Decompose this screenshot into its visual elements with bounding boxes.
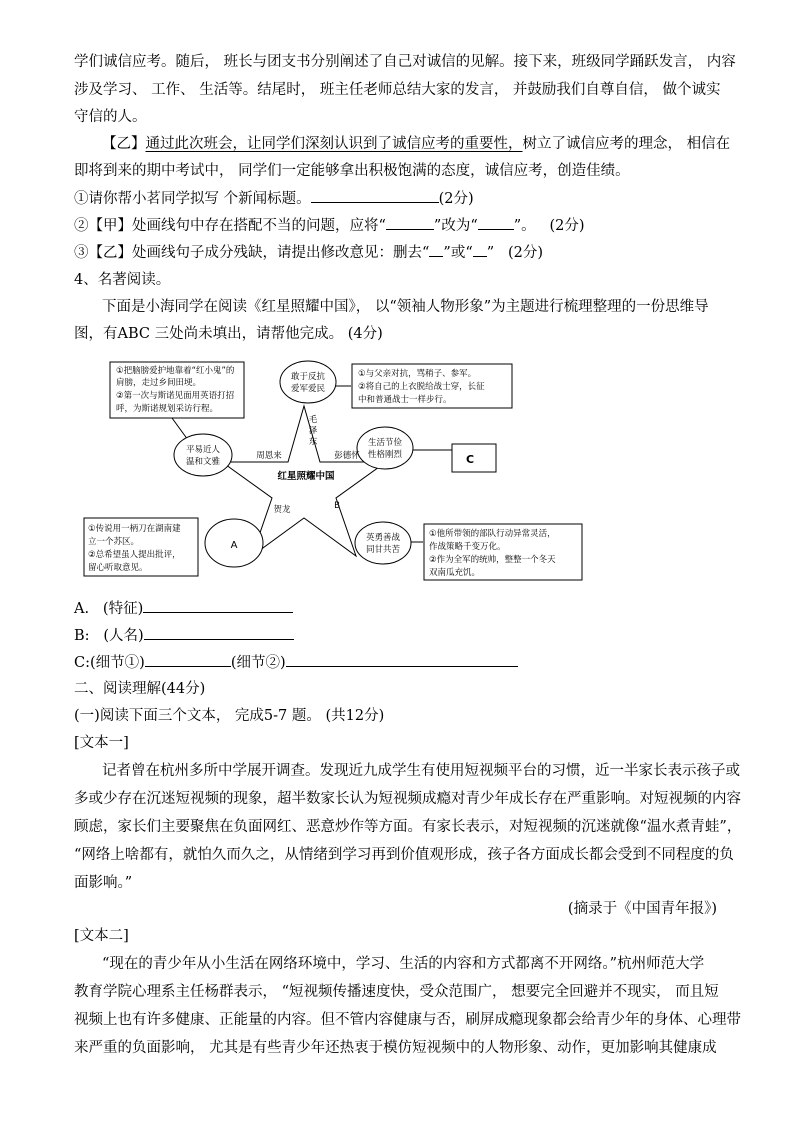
question-4-title: 4、名著阅读。 — [74, 272, 171, 288]
box-br-line: 双南瓜充饥。 — [429, 568, 481, 578]
q1-blank[interactable] — [311, 188, 439, 203]
circle-right-text: 生活节俭 — [367, 438, 403, 448]
circle-peng-traits — [357, 427, 413, 469]
para-line: 守信的人。 — [74, 109, 147, 125]
q1-score: (2分) — [438, 191, 474, 207]
label-b: B — [334, 501, 340, 511]
connector — [172, 418, 188, 440]
peng-label: 彭德怀 — [334, 451, 360, 461]
answer-a-hint: (特征) — [102, 601, 144, 617]
yi-paragraph — [102, 134, 730, 154]
text-2-line: 教育学院心理系主任杨群表示， “短视频传播速度快，受众范围广， 想要完全回避并不现实， 而且短 — [74, 984, 719, 1000]
box-tl-line: ②第一次与斯诺见面用英语打招 — [116, 391, 235, 401]
answer-a-label: A. — [74, 601, 90, 617]
text-1-source: (摘录于《中国青年报》) — [567, 901, 717, 917]
text-1-line: 面影响。” — [74, 875, 133, 891]
box-tl-line: 呼，为斯诺规划采访行程。 — [116, 404, 219, 414]
question-4-intro: 下面是小海同学在阅读《红星照耀中国》， 以“领袖人物形象”为主题进行梳理整理的一份思维导 — [102, 299, 709, 315]
box-bl-line: ②总希望虽人提出批评， — [88, 550, 181, 560]
circle-br-text: 英勇善战 — [365, 533, 401, 543]
q2-text-b: ”改为“ — [433, 218, 478, 234]
box-bl-line: 留心听取意见。 — [88, 563, 148, 573]
q3-score: (2分) — [508, 245, 544, 261]
answer-b-blank[interactable] — [144, 625, 294, 640]
question-3 — [74, 242, 543, 263]
q1-text: ①请你帮小茗同学拟写 个新闻标题。 — [74, 191, 311, 207]
text-2-label: [文本二] — [74, 928, 129, 944]
q2-blank-2[interactable] — [478, 215, 514, 230]
mao-char: 东 — [308, 437, 318, 447]
answer-b — [74, 625, 294, 646]
circle-top-text: 爱军爱民 — [290, 384, 326, 394]
text-2-line: 视频上也有许多健康、正能量的内容。但不管内容健康与否，刷屏成瘾现象都会给青少年的身体、心理带 — [74, 1012, 741, 1028]
answer-c-hint-2: (细节②) — [230, 655, 286, 671]
q2-text-c: ”。 — [513, 218, 536, 234]
text-2-line: 来严重的负面影响， 尤其是有些青少年还热衷于模仿短视频中的人物形象、动作，更加影响其健康成 — [74, 1040, 717, 1056]
box-br-line: 作战策略千变万化。 — [429, 542, 506, 552]
question-4-intro-line2: 图，有ABC 三处尚未填出，请帮他完成。 (4分) — [74, 326, 383, 342]
answer-b-hint: (人名) — [103, 628, 144, 644]
q3-blank-2[interactable] — [473, 242, 487, 257]
circle-right-text: 性格刚烈 — [367, 450, 403, 460]
q3-text-b: ”或“ — [443, 245, 473, 261]
answer-c-blank-1[interactable] — [145, 652, 231, 667]
circle-mao-traits — [280, 361, 336, 403]
box-bl-line: 立一个苏区。 — [88, 537, 140, 547]
mao-char: 毛 — [308, 415, 318, 425]
box-br-line: ②作为全军的统帅，整整一个冬天 — [429, 555, 556, 565]
yi-paragraph-line2: 即将到来的期中考试中， 同学们一定能够拿出积极饱满的态度，诚信应考，创造佳绩。 — [74, 163, 630, 179]
answer-b-label: B: — [74, 628, 90, 644]
para-line: 涉及学习、 工作、 生活等。结尾时， 班主任老师总结大家的发言， 并鼓励我们自尊自信， 做个诚实 — [74, 82, 721, 98]
q3-text-c: ” — [486, 245, 495, 261]
mao-char: 泽 — [308, 426, 318, 436]
star-center-title: 红星照耀中国 — [277, 471, 335, 482]
text-1-label: [文本一] — [74, 735, 129, 751]
label-c: C — [466, 453, 475, 466]
circle-left-text: 平易近人 — [185, 445, 221, 455]
answer-a-blank[interactable] — [143, 598, 293, 613]
text-1-line: 记者曾在杭州多所中学展开调查。发现近九成学生有使用短视频平台的习惯，近一半家长表示孩子或 — [102, 763, 740, 779]
circle-b-traits — [355, 522, 411, 564]
box-tr-line: ②将自己的上衣脱给战士穿，长征 — [358, 382, 485, 392]
yi-underlined-sentence: 通过此次班会，让同学们深刻认识到了诚信应考的重要性， — [145, 136, 523, 152]
yi-rest: 树立了诚信应考的理念， 相信在 — [522, 136, 731, 152]
text-1-line: 顾虑，家长们主要聚焦在负面网红、恶意炒作等方面。有家长表示，对短视频的沉迷就像“温水煮青蛙”， — [74, 819, 742, 835]
answer-c-hint-1: (细节①) — [89, 655, 145, 671]
circle-top-text: 敢于反抗 — [290, 372, 326, 382]
q2-text-a: ②【甲】处画线句中存在搭配不当的问题，应将“ — [74, 218, 386, 234]
yi-tag: 【乙】 — [102, 136, 146, 152]
circle-br-text: 同甘共苦 — [365, 545, 401, 555]
box-tr-line: ①与父亲对抗，骂稍子、参军。 — [358, 369, 477, 379]
answer-a — [74, 598, 293, 619]
zhou-label: 周恩来 — [256, 451, 282, 461]
q2-score: (2分) — [549, 218, 585, 234]
box-tl-line: ①把脑膀爱护地靠着“红小鬼”的 — [116, 366, 235, 376]
section-2-1-title: (一)阅读下面三个文本， 完成5-7 题。 (共12分) — [74, 708, 385, 724]
box-br-line: ①他所带领的部队行动异常灵活， — [429, 529, 556, 539]
question-2 — [74, 215, 585, 236]
box-tl-line: 肩膀，走过乡间田埂。 — [116, 378, 202, 388]
text-2-line: “现在的青少年从小生活在网络环境中，学习、生活的内容和方式都离不开网络。”杭州师范大学 — [102, 956, 705, 972]
label-a: A — [230, 540, 238, 551]
box-bl-line: ①传说用一柄刀在湖南建 — [88, 524, 181, 534]
question-1 — [74, 188, 474, 209]
section-2-title: 二、阅读理解(44分) — [74, 681, 206, 697]
para-line: 学们诚信应考。随后， 班长与团支书分别阐述了自己对诚信的见解。接下来，班级同学踊跃发言， 内容 — [74, 54, 736, 70]
text-1-line: 多或少存在沉迷短视频的现象，超半数家长认为短视频成瘾对青少年成长存在严重影响。对短视频的内容 — [74, 791, 741, 807]
box-tr-line: 中和普通战士一样步行。 — [358, 395, 452, 405]
helong-label: 贺龙 — [273, 505, 291, 515]
q2-blank-1[interactable] — [386, 215, 434, 230]
circle-zhou-traits — [174, 434, 232, 476]
answer-c — [74, 652, 518, 673]
answer-c-label: C: — [74, 655, 90, 671]
q3-text-a: ③【乙】处画线句子成分残缺，请提出修改意见：删去“ — [74, 245, 430, 261]
mind-map — [76, 356, 586, 584]
text-1-line: “网络上啥都有，就怕久而久之，从情绪到学习再到价值观形成，孩子各方面成长都会受到不同程度的负 — [74, 847, 734, 863]
answer-c-blank-2[interactable] — [286, 652, 518, 667]
circle-left-text: 温和文雅 — [185, 457, 221, 467]
q3-blank-1[interactable] — [429, 242, 443, 257]
